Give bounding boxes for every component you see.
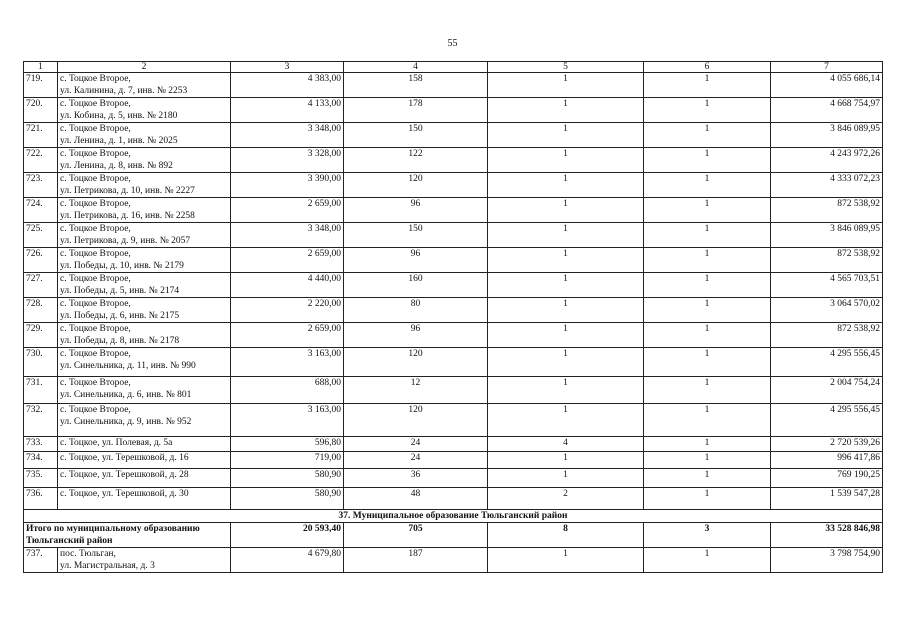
address-cell [58,437,231,452]
table-row [24,323,883,348]
area-cell: 3 390,00 [231,173,344,198]
address-cell [58,73,231,98]
count-cell: 1 [644,223,771,248]
address-line: с. Тоцкое, ул. Терешковой, д. 16 [60,453,189,463]
cost-cell: 872 538,92 [771,323,883,348]
housing-table [23,61,883,573]
address-line: с. Тоцкое Второе, [60,224,131,234]
row-number: 722. [24,148,58,173]
address-line: ул. Кобина, д. 5, инв. № 2180 [60,111,178,121]
address-line: с. Тоцкое, ул. Полевая, д. 5а [60,438,173,448]
residents-cell: 48 [344,488,488,510]
table-row [24,148,883,173]
address-line: с. Тоцкое Второе, [60,299,131,309]
count-cell: 1 [644,348,771,377]
address-cell [58,123,231,148]
address-line: с. Тоцкое Второе, [60,199,131,209]
houses-cell: 1 [488,469,644,488]
row-number: 728. [24,298,58,323]
area-cell: 580,90 [231,488,344,510]
count-cell: 1 [644,488,771,510]
column-number: 6 [644,62,771,73]
address-cell [58,248,231,273]
houses-cell: 1 [488,98,644,123]
residents-cell: 187 [344,548,488,573]
address-line: с. Тоцкое, ул. Терешковой, д. 28 [60,470,189,480]
cost-cell: 2 720 539,26 [771,437,883,452]
address-line: ул. Ленина, д. 8, инв. № 892 [60,161,173,171]
column-number-row [24,62,883,73]
area-cell: 580,90 [231,469,344,488]
cost-cell: 4 055 686,14 [771,73,883,98]
residents-cell: 178 [344,98,488,123]
houses-cell: 8 [488,523,644,548]
table-row [24,548,883,573]
column-number: 4 [344,62,488,73]
residents-cell: 96 [344,248,488,273]
houses-cell: 1 [488,452,644,469]
residents-cell: 96 [344,323,488,348]
cost-cell: 769 190,25 [771,469,883,488]
area-cell: 4 679,80 [231,548,344,573]
area-cell: 2 659,00 [231,323,344,348]
area-cell: 4 383,00 [231,73,344,98]
houses-cell: 1 [488,548,644,573]
address-line: с. Тоцкое, ул. Терешковой, д. 30 [60,489,189,499]
residents-cell: 36 [344,469,488,488]
area-cell: 20 593,40 [231,523,344,548]
row-number: 721. [24,123,58,148]
cost-cell: 4 668 754,97 [771,98,883,123]
table-row [24,469,883,488]
houses-cell: 1 [488,348,644,377]
area-cell: 2 659,00 [231,198,344,223]
address-cell [58,98,231,123]
address-line: с. Тоцкое Второе, [60,124,131,134]
total-label [24,523,231,548]
table-row [24,437,883,452]
address-cell [58,273,231,298]
residents-cell: 160 [344,273,488,298]
count-cell: 1 [644,437,771,452]
row-number: 720. [24,98,58,123]
area-cell: 2 220,00 [231,298,344,323]
count-cell: 1 [644,98,771,123]
cost-cell: 2 004 754,24 [771,377,883,404]
residents-cell: 24 [344,437,488,452]
cost-cell: 872 538,92 [771,248,883,273]
address-line: с. Тоцкое Второе, [60,324,131,334]
cost-cell: 4 295 556,45 [771,348,883,377]
area-cell: 688,00 [231,377,344,404]
residents-cell: 158 [344,73,488,98]
address-line: ул. Петрикова, д. 16, инв. № 2258 [60,211,195,221]
table-row [24,452,883,469]
row-number: 731. [24,377,58,404]
address-line: с. Тоцкое Второе, [60,74,131,84]
count-cell: 1 [644,173,771,198]
area-cell: 596,80 [231,437,344,452]
cost-cell: 872 538,92 [771,198,883,223]
row-number: 729. [24,323,58,348]
count-cell: 1 [644,452,771,469]
column-number: 5 [488,62,644,73]
cost-cell: 3 798 754,90 [771,548,883,573]
row-number: 724. [24,198,58,223]
address-line: ул. Петрикова, д. 10, инв. № 2227 [60,186,195,196]
table-row [24,73,883,98]
column-number: 7 [771,62,883,73]
residents-cell: 24 [344,452,488,469]
table-row [24,488,883,510]
area-cell: 4 440,00 [231,273,344,298]
address-line: ул. Ленина, д. 1, инв. № 2025 [60,136,178,146]
residents-cell: 122 [344,148,488,173]
area-cell: 719,00 [231,452,344,469]
residents-cell: 12 [344,377,488,404]
column-number: 2 [58,62,231,73]
houses-cell: 1 [488,248,644,273]
residents-cell: 120 [344,348,488,377]
address-line: ул. Синельника, д. 11, инв. № 990 [60,361,196,371]
count-cell: 1 [644,548,771,573]
table-row [24,404,883,437]
area-cell: 4 133,00 [231,98,344,123]
address-line: ул. Синельника, д. 6, инв. № 801 [60,390,192,400]
table-row [24,348,883,377]
row-number: 719. [24,73,58,98]
address-cell [58,548,231,573]
row-number: 735. [24,469,58,488]
area-cell: 2 659,00 [231,248,344,273]
count-cell: 1 [644,323,771,348]
houses-cell: 2 [488,488,644,510]
address-cell [58,148,231,173]
address-line: ул. Синельника, д. 9, инв. № 952 [60,417,192,427]
count-cell: 1 [644,273,771,298]
table-row [24,377,883,404]
houses-cell: 1 [488,298,644,323]
residents-cell: 80 [344,298,488,323]
row-number: 732. [24,404,58,437]
residents-cell: 120 [344,404,488,437]
count-cell: 3 [644,523,771,548]
row-number: 736. [24,488,58,510]
address-line: с. Тоцкое Второе, [60,378,131,388]
address-cell [58,377,231,404]
table-row [24,198,883,223]
address-line: с. Тоцкое Второе, [60,349,131,359]
houses-cell: 1 [488,323,644,348]
table-row [24,223,883,248]
section-header-row [24,510,883,523]
area-cell: 3 328,00 [231,148,344,173]
address-line: ул. Победы, д. 8, инв. № 2178 [60,336,180,346]
table-row [24,248,883,273]
count-cell: 1 [644,404,771,437]
houses-cell: 1 [488,377,644,404]
total-row [24,523,883,548]
area-cell: 3 163,00 [231,404,344,437]
table-row [24,273,883,298]
houses-cell: 1 [488,123,644,148]
address-line: ул. Петрикова, д. 9, инв. № 2057 [60,236,191,246]
address-cell [58,404,231,437]
houses-cell: 1 [488,404,644,437]
section-title: 37. Муниципальное образование Тюльганский район [24,510,883,523]
address-cell [58,173,231,198]
count-cell: 1 [644,377,771,404]
area-cell: 3 348,00 [231,123,344,148]
count-cell: 1 [644,298,771,323]
cost-cell: 4 243 972,26 [771,148,883,173]
address-cell [58,469,231,488]
houses-cell: 4 [488,437,644,452]
cost-cell: 33 528 846,98 [771,523,883,548]
area-cell: 3 348,00 [231,223,344,248]
cost-cell: 4 295 556,45 [771,404,883,437]
address-cell [58,223,231,248]
cost-cell: 1 539 547,28 [771,488,883,510]
address-line: с. Тоцкое Второе, [60,274,131,284]
column-number: 1 [24,62,58,73]
residents-cell: 150 [344,223,488,248]
address-line: ул. Магистральная, д. 3 [60,561,155,571]
address-line: ул. Победы, д. 6, инв. № 2175 [60,311,180,321]
page-number: 55 [447,38,458,49]
address-line: с. Тоцкое Второе, [60,249,131,259]
row-number: 730. [24,348,58,377]
address-line: ул. Победы, д. 5, инв. № 2174 [60,286,180,296]
column-number: 3 [231,62,344,73]
count-cell: 1 [644,469,771,488]
row-number: 726. [24,248,58,273]
residents-cell: 705 [344,523,488,548]
address-cell [58,323,231,348]
table-row [24,173,883,198]
address-line: с. Тоцкое Второе, [60,405,131,415]
address-cell [58,488,231,510]
row-number: 723. [24,173,58,198]
table-row [24,123,883,148]
residents-cell: 150 [344,123,488,148]
address-line: ул. Калинина, д. 7, инв. № 2253 [60,86,188,96]
total-label-line: Итого по муниципальному образованию [26,524,200,534]
address-line: с. Тоцкое Второе, [60,174,131,184]
table-row [24,298,883,323]
row-number: 734. [24,452,58,469]
residents-cell: 120 [344,173,488,198]
cost-cell: 3 846 089,95 [771,223,883,248]
count-cell: 1 [644,73,771,98]
cost-cell: 3 064 570,02 [771,298,883,323]
row-number: 737. [24,548,58,573]
address-cell [58,348,231,377]
address-cell [58,298,231,323]
total-label-line: Тюльганский район [26,536,113,546]
houses-cell: 1 [488,223,644,248]
row-number: 727. [24,273,58,298]
table-row [24,98,883,123]
count-cell: 1 [644,123,771,148]
residents-cell: 96 [344,198,488,223]
address-line: с. Тоцкое Второе, [60,99,131,109]
row-number: 725. [24,223,58,248]
address-cell [58,452,231,469]
count-cell: 1 [644,198,771,223]
houses-cell: 1 [488,73,644,98]
cost-cell: 996 417,86 [771,452,883,469]
count-cell: 1 [644,248,771,273]
houses-cell: 1 [488,173,644,198]
houses-cell: 1 [488,198,644,223]
address-line: ул. Победы, д. 10, инв. № 2179 [60,261,184,271]
houses-cell: 1 [488,273,644,298]
count-cell: 1 [644,148,771,173]
houses-cell: 1 [488,148,644,173]
cost-cell: 4 565 703,51 [771,273,883,298]
cost-cell: 4 333 072,23 [771,173,883,198]
address-cell [58,198,231,223]
row-number: 733. [24,437,58,452]
area-cell: 3 163,00 [231,348,344,377]
address-line: пос. Тюльган, [60,549,116,559]
cost-cell: 3 846 089,95 [771,123,883,148]
address-line: с. Тоцкое Второе, [60,149,131,159]
